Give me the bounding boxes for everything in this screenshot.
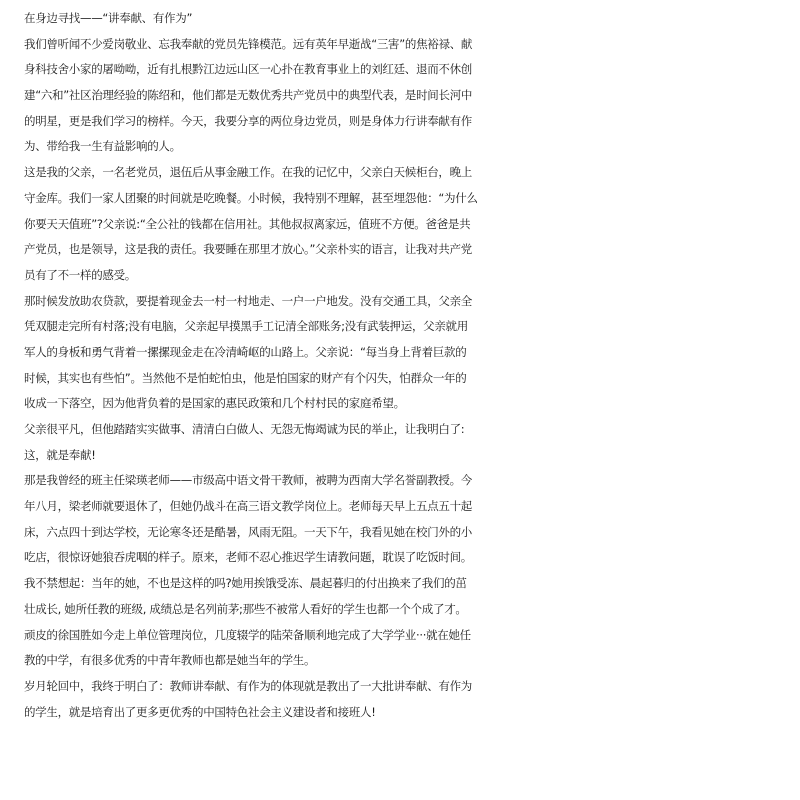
text-line: 身科技舍小家的屠呦呦，近有扎根黔江边远山区一心扑在教育事业上的刘红廷、退而不休创 [24,62,472,77]
text-line: 这，就是奉献! [24,447,96,462]
article-title: 在身边寻找——“讲奉献、有作为” [24,11,193,25]
text-line: 岁月轮回中，我终于明白了：教师讲奉献、有作为的体现就是教出了一大批讲奉献、有作为 [24,678,472,693]
text-line: 凭双腿走完所有村落;没有电脑，父亲起早摸黑手工记清全部账务;没有武装押运，父亲就用 [24,319,468,334]
text-line: 为、带给我一生有益影响的人。 [24,139,181,154]
text-line: 收成一下落空，因为他背负着的是国家的惠民政策和几个村村民的家庭希望。 [24,396,405,411]
text-line: 建“六和”社区治理经验的陈绍和，他们都是无数优秀共产党员中的典型代表，是时间长河中 [24,88,473,103]
text-line: 教的中学，有很多优秀的中青年教师也都是她当年的学生。 [24,653,316,668]
text-line: 那时候发放助农贷款，要提着现金去一村一村地走、一户一户地发。没有交通工具，父亲全 [24,293,472,308]
text-line: 员有了不一样的感受。 [24,267,136,282]
article-body [24,6,784,725]
text-line: 这是我的父亲，一名老党员，退伍后从事金融工作。在我的记忆中，父亲白天候柜台，晚上 [24,165,472,180]
text-line: 时候，其实也有些怕”。当然他不是怕蛇怕虫，他是怕国家的财产有个闪失，怕群众一年的 [24,370,467,385]
text-line: 壮成长, 她所任教的班级, 成绩总是名列前茅;那些不被常人看好的学生也都一个个成了才。 [24,601,467,616]
text-line: 你要天天值班”?父亲说:“全公社的钱都在信用社。其他叔叔离家远，值班不方便。爸爸是共 [24,216,471,231]
text-line: 我们曾听闻不少爱岗敬业、忘我奉献的党员先锋模范。远有英年早逝战“三害”的焦裕禄、献 [24,36,473,51]
text-line: 的明星，更是我们学习的榜样。今天，我要分享的两位身边党员，则是身体力行讲奉献有作 [24,113,472,128]
text-line: 产党员，也是领导，这是我的责任。我要睡在那里才放心。”父亲朴实的语言，让我对共产党 [24,242,472,257]
text-line: 军人的身板和勇气背着一摞摞现金走在冷清崎岖的山路上。父亲说：“每当身上背着巨款的 [24,344,467,359]
text-line: 父亲很平凡，但他踏踏实实做事、清清白白做人、无怨无悔竭诚为民的举止，让我明白了: [24,422,465,436]
text-line: 吃店，很惊讶她狼吞虎咽的样子。原来，老师不忍心推迟学生请教问题，耽误了吃饭时间。 [24,550,472,565]
text-line: 床，六点四十到达学校，无论寒冬还是酷暑，风雨无阻。一天下午，我看见她在校门外的小 [24,524,472,539]
text-line: 的学生，就是培育出了更多更优秀的中国特色社会主义建设者和接班人! [24,704,376,719]
text-line: 顽皮的徐国胜如今走上单位管理岗位，几度辍学的陆荣备顺利地完成了大学学业···就在她任 [24,627,471,642]
text-line: 守金库。我们一家人团聚的时间就是吃晚餐。小时候，我特别不理解，甚至埋怨他：“为什么 [24,190,478,205]
text-line: 我不禁想起：当年的她，不也是这样的吗?她用挨饿受冻、晨起暮归的付出换来了我们的茁 [24,576,467,591]
text-line: 年八月，梁老师就要退休了，但她仍战斗在高三语文教学岗位上。老师每天早上五点五十起 [24,499,472,514]
text-line: 那是我曾经的班主任梁瑛老师——市级高中语文骨干教师，被聘为西南大学名誉副教授。今 [24,473,472,488]
